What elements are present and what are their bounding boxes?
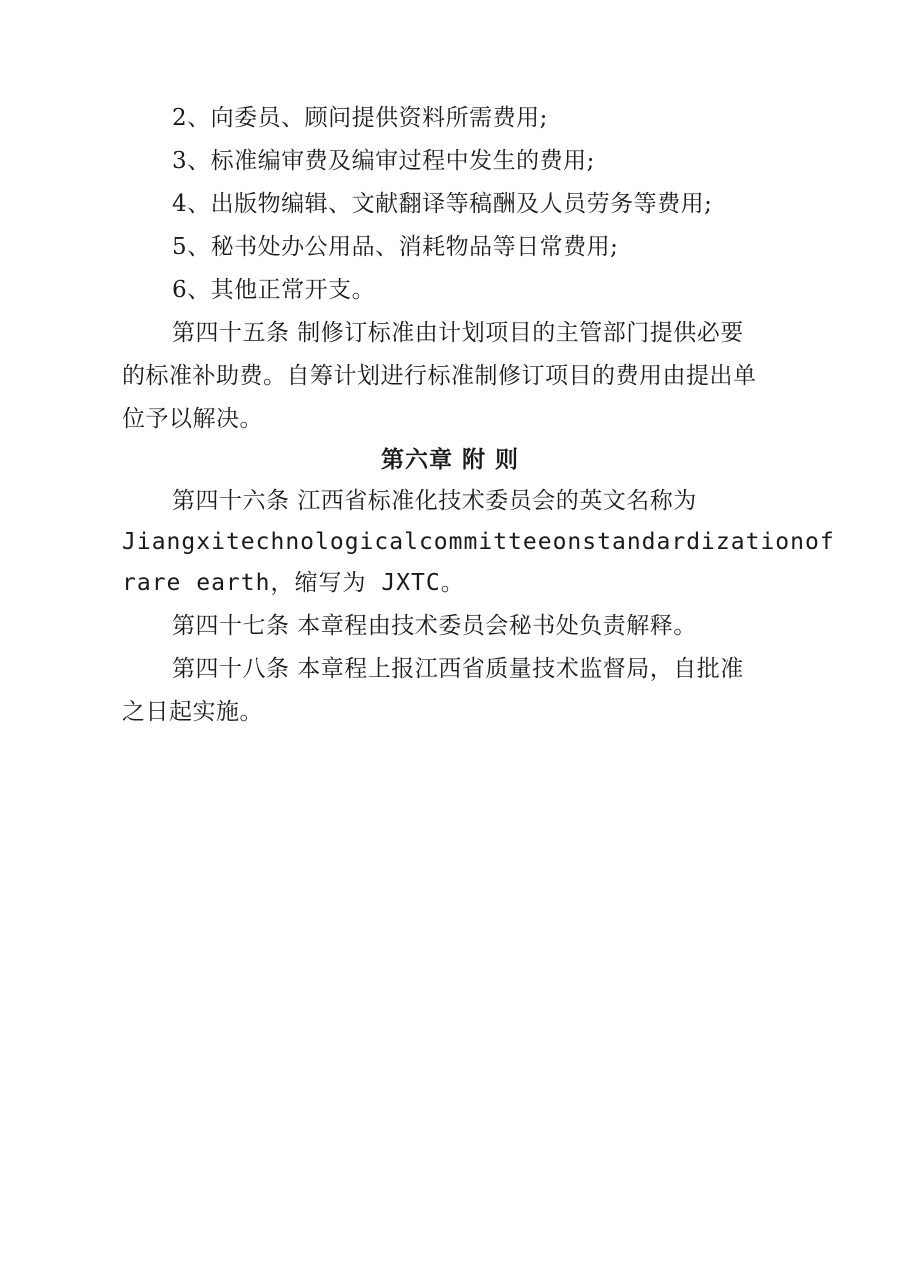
english-word: on bbox=[552, 529, 583, 555]
article-47-line-1: 第四十七条 本章程由技术委员会秘书处负责解释。 bbox=[172, 613, 697, 639]
list-item-5: 5、秘书处办公用品、消耗物品等日常费用; bbox=[172, 234, 619, 260]
chapter-title: 第六章 附 则 bbox=[380, 447, 519, 473]
article-45-line-1: 第四十五条 制修订标准由计划项目的主管部门提供必要 bbox=[172, 320, 744, 346]
list-item-3: 3、标准编审费及编审过程中发生的费用; bbox=[172, 148, 595, 174]
list-item-2: 2、向委员、顾问提供资料所需费用; bbox=[172, 105, 548, 131]
article-46-line-1: 第四十六条 江西省标准化技术委员会的英文名称为 bbox=[172, 488, 697, 514]
list-item-4: 4、出版物编辑、文献翻译等稿酬及人员劳务等费用; bbox=[172, 191, 713, 217]
article-48-line-1: 第四十八条 本章程上报江西省质量技术监督局，自批准 bbox=[172, 656, 744, 682]
english-word: technological bbox=[225, 529, 419, 555]
english-word: committee bbox=[418, 529, 553, 555]
english-word: of bbox=[805, 529, 835, 555]
list-item-6: 6、其他正常开支。 bbox=[172, 277, 376, 303]
article-45-line-2: 的标准补助费。自筹计划进行标准制修订项目的费用由提出单 bbox=[122, 363, 757, 389]
article-45-line-3: 位予以解决。 bbox=[122, 406, 263, 432]
english-word: Jiangxi bbox=[122, 529, 226, 555]
article-46-line-2 bbox=[122, 522, 835, 562]
article-48-line-2: 之日起实施。 bbox=[122, 699, 263, 725]
english-word: standardization bbox=[582, 529, 805, 555]
article-46-line-3: rare earth，缩写为 JXTC。 bbox=[122, 570, 465, 596]
